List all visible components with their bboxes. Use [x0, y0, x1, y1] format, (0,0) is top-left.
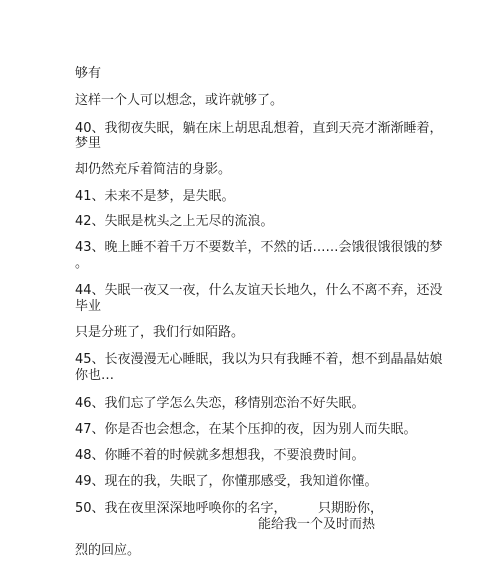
text-line-42: 42、失眠是枕头之上无尽的流浪。 [75, 214, 274, 229]
text-line-continuation: 够有 [75, 66, 102, 81]
text-line-44-cont: 只是分班了，我们行如陌路。 [75, 325, 245, 340]
text-line-50: 50、我在夜里深深地呼唤你的名字， [75, 501, 287, 516]
text-line-continuation: 这样一个人可以想念，或许就够了。 [75, 93, 284, 108]
text-line-40-wrap: 梦里 [75, 136, 102, 151]
text-line-43-wrap: 。 [75, 256, 89, 271]
text-line-45-wrap: 你也… [75, 368, 115, 383]
text-line-50-part2: 只期盼你， [318, 501, 384, 516]
text-line-45: 45、长夜漫漫无心睡眠，我以为只有我睡不着，想不到晶晶姑娘 [75, 352, 443, 367]
text-line-41: 41、未来不是梦，是失眠。 [75, 189, 235, 204]
text-line-43: 43、晚上睡不着千万不要数羊，不然的话……会饿很饿很饿的梦 [75, 240, 443, 255]
text-line-47: 47、你是否也会想念，在某个压抑的夜，因为别人而失眠。 [75, 422, 417, 437]
text-line-50-part3: 能给我一个及时而热 [258, 517, 376, 532]
text-line-49: 49、现在的我，失眠了，你懂那感受，我知道你懂。 [75, 474, 378, 489]
text-line-44-wrap: 毕业 [75, 299, 102, 314]
text-line-48: 48、你睡不着的时候就多想想我，不要浪费时间。 [75, 448, 365, 463]
text-line-50-cont: 烈的回应。 [75, 543, 141, 558]
text-line-44: 44、失眠一夜又一夜，什么友谊天长地久，什么不离不弃，还没 [75, 283, 443, 298]
text-line-40-cont: 却仍然充斥着简洁的身影。 [75, 162, 232, 177]
text-line-40: 40、我彻夜失眠，躺在床上胡思乱想着，直到天亮才渐渐睡着， [75, 121, 443, 136]
text-line-46: 46、我们忘了学怎么失恋，移情别恋治不好失眠。 [75, 396, 365, 411]
